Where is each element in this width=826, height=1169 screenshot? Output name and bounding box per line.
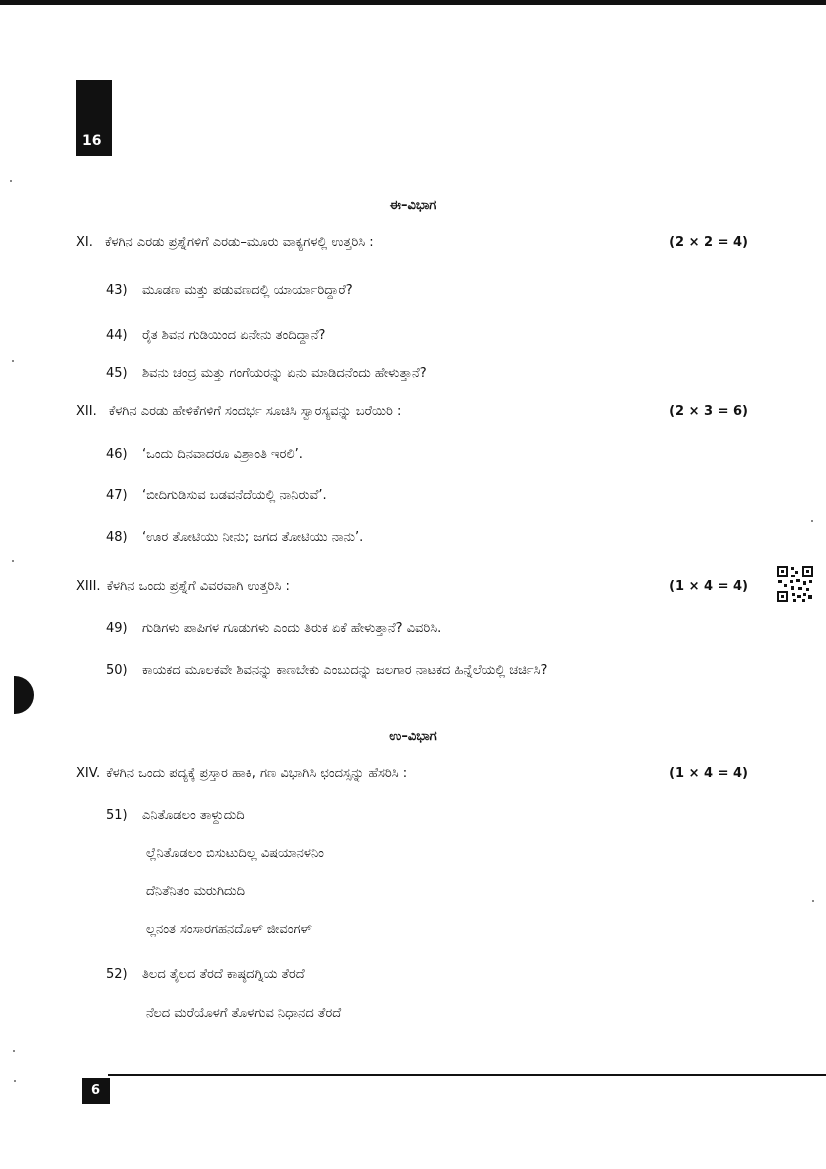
section-xii [76,404,748,419]
page-number-box [82,1078,110,1104]
question-number: 43) [106,283,128,298]
question-45 [106,366,427,381]
section-instruction: ಕೆಳಗಿನ ಒಂದು ಪದ್ಯಕ್ಕೆ ಪ್ರಸ್ತಾರ ಹಾಕಿ, ಗಣ ವಿಭಾಗಿಸಿ ಛಂದಸ್ಸನ್ನು ಹೆಸರಿಸಿ : [106,766,408,781]
question-47 [106,488,327,503]
poem-line: ನೆಲದ ಮರೆಯೊಳಗೆ ತೊಳಗುವ ನಿಧಾನದ ತೆರದೆ [146,1006,342,1021]
poem-line: ಎನಿತೊಡಲಂ ತಾಳ್ದುದುದಿ [142,808,245,823]
question-text: ಶಿವನು ಚಂದ್ರ ಮತ್ತು ಗಂಗೆಯರನ್ನು ಏನು ಮಾಡಿದನೆಂದು ಹೇಳುತ್ತಾನೆ? [142,366,427,381]
question-43 [106,283,353,298]
question-number: 47) [106,488,128,503]
section-instruction: ಕೆಳಗಿನ ಎರಡು ಪ್ರಶ್ನೆಗಳಿಗೆ ಎರಡು–ಮೂರು ವಾಕ್ಯಗಳಲ್ಲಿ ಉತ್ತರಿಸಿ : [105,235,374,250]
section-instruction: ಕೆಳಗಿನ ಒಂದು ಪ್ರಶ್ನೆಗೆ ವಿವರವಾಗಿ ಉತ್ತರಿಸಿ : [106,579,290,594]
poem-line: ಲ್ಲನಂತ ಸಂಸಾರಗಹನದೊಳ್ ಜೀವಂಗಳ್ [146,922,312,937]
question-text: ‘ಊರ ತೋಟಿಯು ನೀನು; ಜಗದ ತೋಟಿಯು ನಾನು’. [142,530,364,545]
poem-51 [106,808,245,823]
question-number: 45) [106,366,128,381]
section-marks: (1 × 4 = 4) [669,579,748,594]
question-44 [106,328,325,343]
question-text: ಗುಡಿಗಳು ಪಾಪಿಗಳ ಗೂಡುಗಳು ಎಂದು ತಿರುಕ ಏಕೆ ಹೇಳುತ್ತಾನೆ? ವಿವರಿಸಿ. [142,621,442,636]
question-text: ರೈತ ಶಿವನ ಗುಡಿಯಿಂದ ಏನೇನು ತಂದಿದ್ದಾನೆ? [142,328,326,343]
qr-code-icon [776,565,814,603]
section-label: XI. [76,235,93,250]
question-number: 50) [106,663,128,678]
question-number: 52) [106,967,128,982]
section-label: XIV. [76,766,101,781]
scan-speck [811,520,813,522]
section-marks: (2 × 2 = 4) [669,235,748,250]
scan-speck [12,560,14,562]
code-tab-number: 16 [82,133,102,149]
scan-speck [13,1050,15,1052]
section-label: XIII. [76,579,101,594]
question-number: 48) [106,530,128,545]
section-xiii [76,579,748,594]
scan-speck [12,360,14,362]
section-label: XII. [76,404,97,419]
poem-line: ಲ್ಲೆನಿತೊಡಲಂ ಬಿಸುಟುದಿಲ್ಲ ವಿಷಯಾನಳನಿಂ [146,846,324,861]
question-49 [106,621,441,636]
question-text: ಕಾಯಕದ ಮೂಲಕವೇ ಶಿವನನ್ನು ಕಾಣಬೇಕು ಎಂಬುದನ್ನು ಜಲಗಾರ ನಾಟಕದ ಹಿನ್ನೆಲೆಯಲ್ಲಿ ಚರ್ಚಿಸಿ? [142,663,548,678]
question-text: ಮೂಡಣ ಮತ್ತು ಪಡುವಣದಲ್ಲಿ ಯಾರ್ಯಾರಿದ್ದಾರೆ? [142,283,353,298]
top-border [0,0,826,5]
section-xi [76,235,748,250]
question-48 [106,530,363,545]
footer-rule [108,1074,826,1076]
poem-line: ತಿಲದ ತೈಲದ ತೆರದೆ ಕಾಷ್ಠದಗ್ನಿಯ ತೆರದೆ [142,967,305,982]
section-xiv [76,766,748,781]
section-instruction: ಕೆಳಗಿನ ಎರಡು ಹೇಳಿಕೆಗಳಿಗೆ ಸಂದರ್ಭ ಸೂಚಿಸಿ ಸ್ವಾರಸ್ಯವನ್ನು ಬರೆಯಿರಿ : [108,404,402,419]
question-paper-code-tab [76,80,112,156]
scan-speck [10,180,12,182]
section-marks: (2 × 3 = 6) [669,404,748,419]
question-number: 46) [106,447,128,462]
question-text: ‘ಬೀದಿಗುಡಿಸುವ ಬಡವನೆದೆಯಲ್ಲಿ ನಾನಿರುವೆ’. [142,488,327,503]
division-u-heading: ಉ–ವಿಭಾಗ [389,729,437,744]
question-text: ‘ಒಂದು ದಿನವಾದರೂ ವಿಶ್ರಾಂತಿ ಇರಲಿ’. [142,447,303,462]
section-marks: (1 × 4 = 4) [669,766,748,781]
question-number: 51) [106,808,128,823]
question-50 [106,663,547,678]
question-number: 49) [106,621,128,636]
question-46 [106,447,303,462]
registration-mark [14,676,34,714]
poem-52 [106,967,305,982]
poem-line: ದೆನಿತೆನಿತಂ ಮರುಗಿದುದಿ [146,884,245,899]
scan-speck [812,900,814,902]
page-number: 6 [91,1083,101,1098]
scan-speck [14,1080,16,1082]
question-number: 44) [106,328,128,343]
division-e-heading: ಈ–ವಿಭಾಗ [389,198,437,213]
